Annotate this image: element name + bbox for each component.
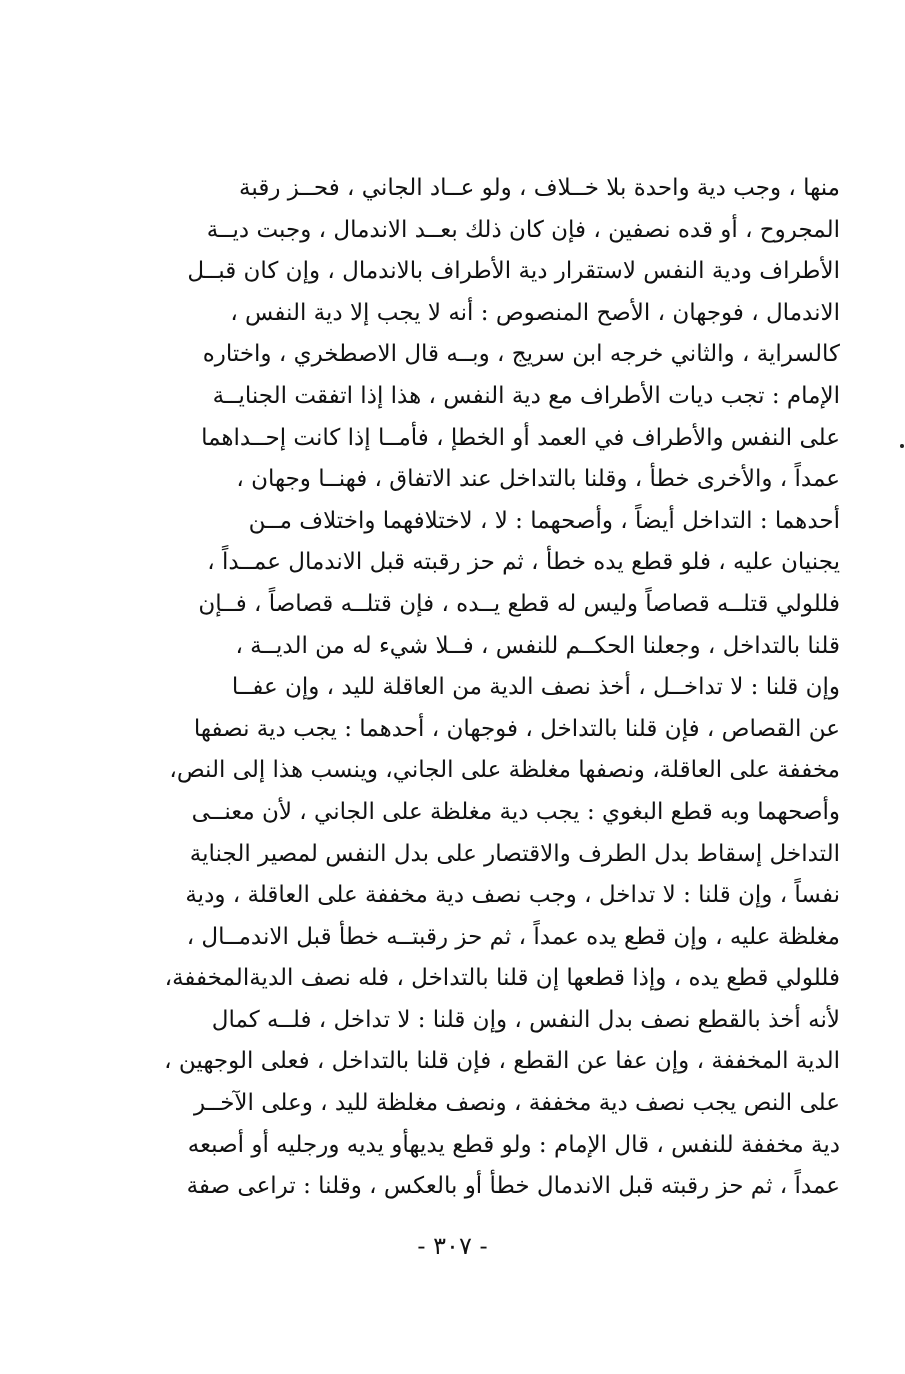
text-line: على النص يجب نصف دية مخففة ، ونصف مغلظة لليد ، وعلى الآخــر xyxy=(194,1090,840,1117)
text-line: مغلظة عليه ، وإن قطع يده عمداً ، ثم حز رقبتــه خطأ قبل الاندمــال ، xyxy=(186,923,840,950)
margin-dot xyxy=(900,444,904,448)
body-text xyxy=(150,168,840,1208)
text-line: أحدهما : التداخل أيضاً ، وأصحهما : لا ، لاختلافهما واختلاف مــن xyxy=(248,507,840,534)
text-line: مخففة على العاقلة، ونصفها مغلظة على الجاني، وينسب هذا إلى النص، xyxy=(169,757,840,784)
text-line: الدية المخففة ، وإن عفا عن القطع ، فإن قلنا بالتداخل ، فعلى الوجهين ، xyxy=(164,1048,840,1075)
page-number: - ٣٠٧ - xyxy=(417,1232,488,1260)
text-line: فللولي قطع يده ، وإذا قطعها إن قلنا بالتداخل ، فله نصف الديةالمخففة، xyxy=(164,965,840,992)
text-line: قلنا بالتداخل ، وجعلنا الحكــم للنفس ، فــلا شيء له من الديــة ، xyxy=(235,632,840,659)
text-line: فللولي قتلــه قصاصاً وليس له قطع يــده ، فإن قتلــه قصاصاً ، فــإن xyxy=(198,590,840,617)
text-line: عن القصاص ، فإن قلنا بالتداخل ، فوجهان ، أحدهما : يجب دية نصفها xyxy=(193,715,840,742)
text-line: نفساً ، وإن قلنا : لا تداخل ، وجب نصف دية مخففة على العاقلة ، ودية xyxy=(185,882,840,909)
text-line: لأنه أخذ بالقطع نصف بدل النفس ، وإن قلنا : لا تداخل ، فلــه كمال xyxy=(211,1006,840,1033)
text-line: المجروح ، أو قده نصفين ، فإن كان ذلك بعــد الاندمال ، وجبت ديــة xyxy=(206,216,840,243)
text-line: الإمام : تجب ديات الأطراف مع دية النفس ، هذا إذا اتفقت الجنايــة xyxy=(212,382,840,409)
text-line: عمداً ، والأخرى خطأ ، وقلنا بالتداخل عند الاتفاق ، فهنــا وجهان ، xyxy=(236,466,840,493)
text-line: منها ، وجب دية واحدة بلا خــلاف ، ولو عــاد الجاني ، فحــز رقبة xyxy=(239,175,840,201)
text-line: وأصحهما وبه قطع البغوي : يجب دية مغلظة على الجاني ، لأن معنــى xyxy=(191,798,840,825)
text-line: دية مخففة للنفس ، قال الإمام : ولو قطع يديهأو يديه ورجليه أو أصبعه xyxy=(187,1131,840,1158)
text-line: التداخل إسقاط بدل الطرف والاقتصار على بدل النفس لمصير الجناية xyxy=(189,840,840,867)
text-line: وإن قلنا : لا تداخــل ، أخذ نصف الدية من العاقلة لليد ، وإن عفــا xyxy=(231,674,840,701)
text-line: الاندمال ، فوجهان ، الأصح المنصوص : أنه لا يجب إلا دية النفس ، xyxy=(230,299,840,326)
text-line: عمداً ، ثم حز رقبته قبل الاندمال خطأ أو بالعكس ، وقلنا : تراعى صفة xyxy=(186,1173,840,1200)
text-line: على النفس والأطراف في العمد أو الخطإ ، فأمــا إذا كانت إحــداهما xyxy=(201,424,840,451)
text-line: يجنيان عليه ، فلو قطع يده خطأ ، ثم حز رقبته قبل الاندمال عمــداً ، xyxy=(207,549,840,576)
text-line: كالسراية ، والثاني خرجه ابن سريج ، وبــه قال الاصطخري ، واختاره xyxy=(202,341,840,368)
text-line: الأطراف ودية النفس لاستقرار دية الأطراف بالاندمال ، وإن كان قبــل xyxy=(187,258,840,285)
